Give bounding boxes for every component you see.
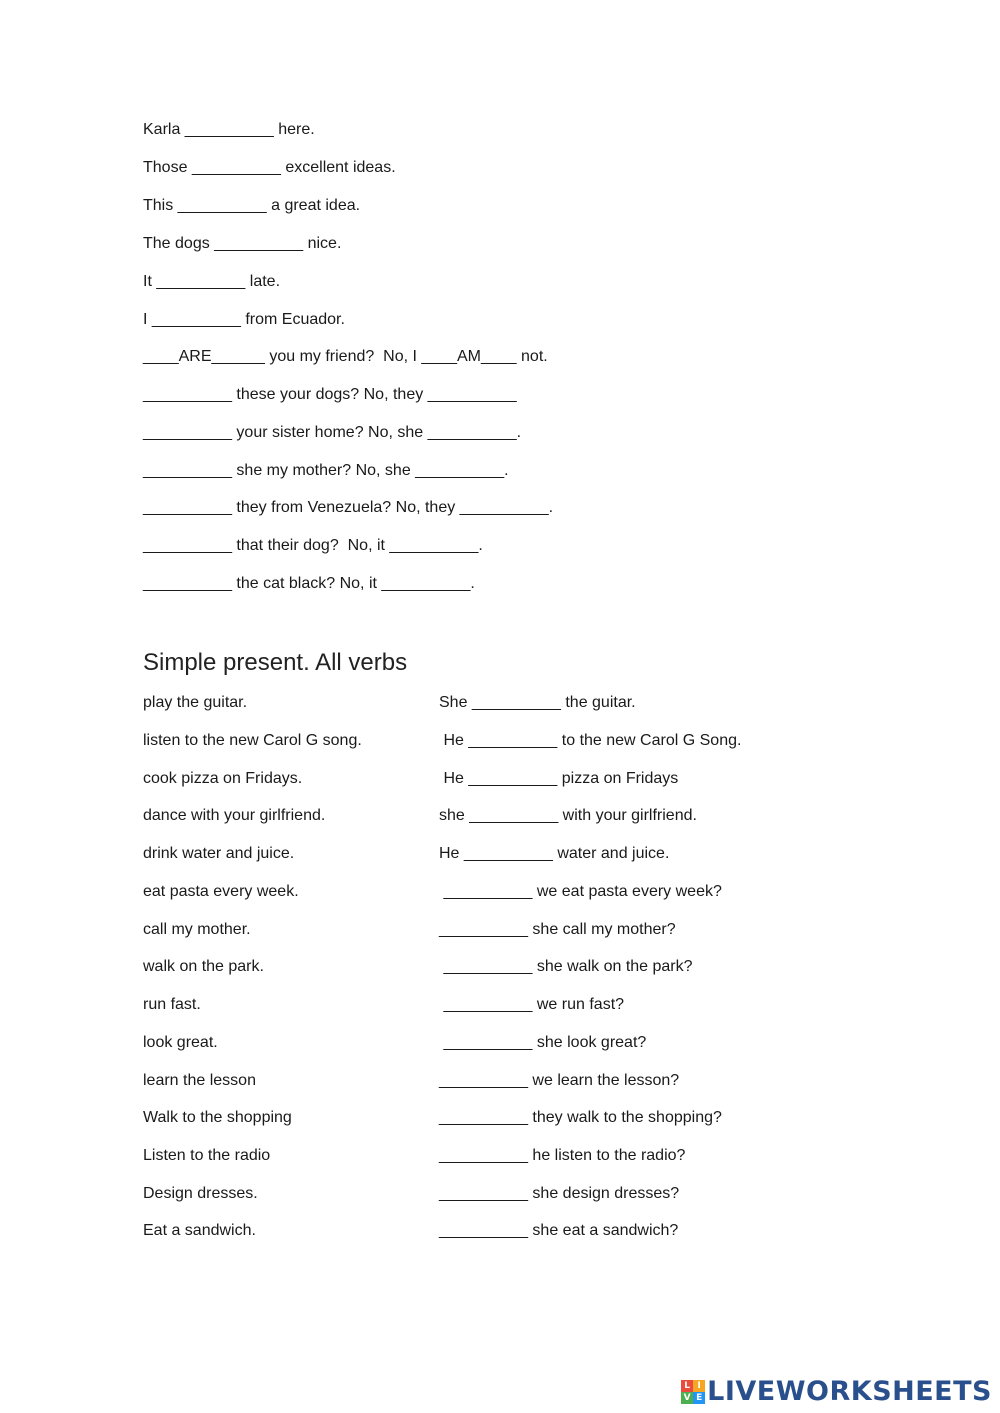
- verb-phrase: drink water and juice.: [143, 845, 295, 862]
- exercise-sentence: He __________ water and juice.: [439, 845, 670, 862]
- exercise-sentence: __________ we run fast?: [439, 996, 625, 1013]
- exercise-line: __________ the cat black? No, it __________.: [143, 575, 475, 592]
- exercise-line: I __________ from Ecuador.: [143, 311, 345, 328]
- exercise-sentence: __________ they walk to the shopping?: [439, 1109, 722, 1126]
- verb-phrase: Eat a sandwich.: [143, 1222, 256, 1239]
- exercise-sentence: __________ she look great?: [439, 1034, 647, 1051]
- exercise-line: This __________ a great idea.: [143, 197, 361, 214]
- exercise-line: __________ your sister home? No, she __________.: [143, 424, 522, 441]
- exercise-sentence: __________ we eat pasta every week?: [439, 883, 722, 900]
- logo-letter: L: [681, 1380, 693, 1392]
- exercise-line: The dogs __________ nice.: [143, 235, 342, 252]
- verb-phrase: play the guitar.: [143, 694, 248, 711]
- exercise-line: __________ that their dog? No, it __________.: [143, 537, 483, 554]
- exercise-line: It __________ late.: [143, 273, 281, 290]
- verb-phrase: learn the lesson: [143, 1072, 256, 1089]
- exercise-sentence: __________ she eat a sandwich?: [439, 1222, 679, 1239]
- verb-phrase: walk on the park.: [143, 958, 264, 975]
- verb-phrase: Design dresses.: [143, 1185, 258, 1202]
- verb-phrase: Listen to the radio: [143, 1147, 271, 1164]
- exercise-line: __________ these your dogs? No, they __________: [143, 386, 517, 403]
- exercise-line: ____ARE______ you my friend? No, I ____AM____ not.: [143, 348, 548, 365]
- verb-phrase: run fast.: [143, 996, 201, 1013]
- liveworksheets-brand: [681, 1376, 992, 1407]
- exercise-line: __________ she my mother? No, she __________.: [143, 462, 509, 479]
- exercise-line: __________ they from Venezuela? No, they __________.: [143, 499, 554, 516]
- brand-name: LIVEWORKSHEETS: [707, 1376, 992, 1407]
- exercise-sentence: He __________ pizza on Fridays: [439, 770, 679, 787]
- exercise-sentence: __________ she design dresses?: [439, 1185, 680, 1202]
- verb-phrase: eat pasta every week.: [143, 883, 299, 900]
- exercise-sentence: He __________ to the new Carol G Song.: [439, 732, 742, 749]
- exercise-sentence: she __________ with your girlfriend.: [439, 807, 697, 824]
- verb-phrase: call my mother.: [143, 921, 251, 938]
- verb-phrase: Walk to the shopping: [143, 1109, 292, 1126]
- exercise-sentence: __________ she call my mother?: [439, 921, 676, 938]
- exercise-sentence: She __________ the guitar.: [439, 694, 636, 711]
- verb-phrase: dance with your girlfriend.: [143, 807, 326, 824]
- section-heading: Simple present. All verbs: [143, 649, 408, 676]
- logo-letter: E: [693, 1392, 705, 1404]
- liveworksheets-logo-icon: [681, 1380, 705, 1404]
- exercise-line: Karla __________ here.: [143, 121, 315, 138]
- verb-phrase: listen to the new Carol G song.: [143, 732, 362, 749]
- logo-letter: V: [681, 1392, 693, 1404]
- exercise-sentence: __________ she walk on the park?: [439, 958, 693, 975]
- exercise-sentence: __________ we learn the lesson?: [439, 1072, 680, 1089]
- verb-phrase: cook pizza on Fridays.: [143, 770, 303, 787]
- logo-letter: I: [693, 1380, 705, 1392]
- exercise-line: Those __________ excellent ideas.: [143, 159, 396, 176]
- verb-phrase: look great.: [143, 1034, 218, 1051]
- exercise-sentence: __________ he listen to the radio?: [439, 1147, 686, 1164]
